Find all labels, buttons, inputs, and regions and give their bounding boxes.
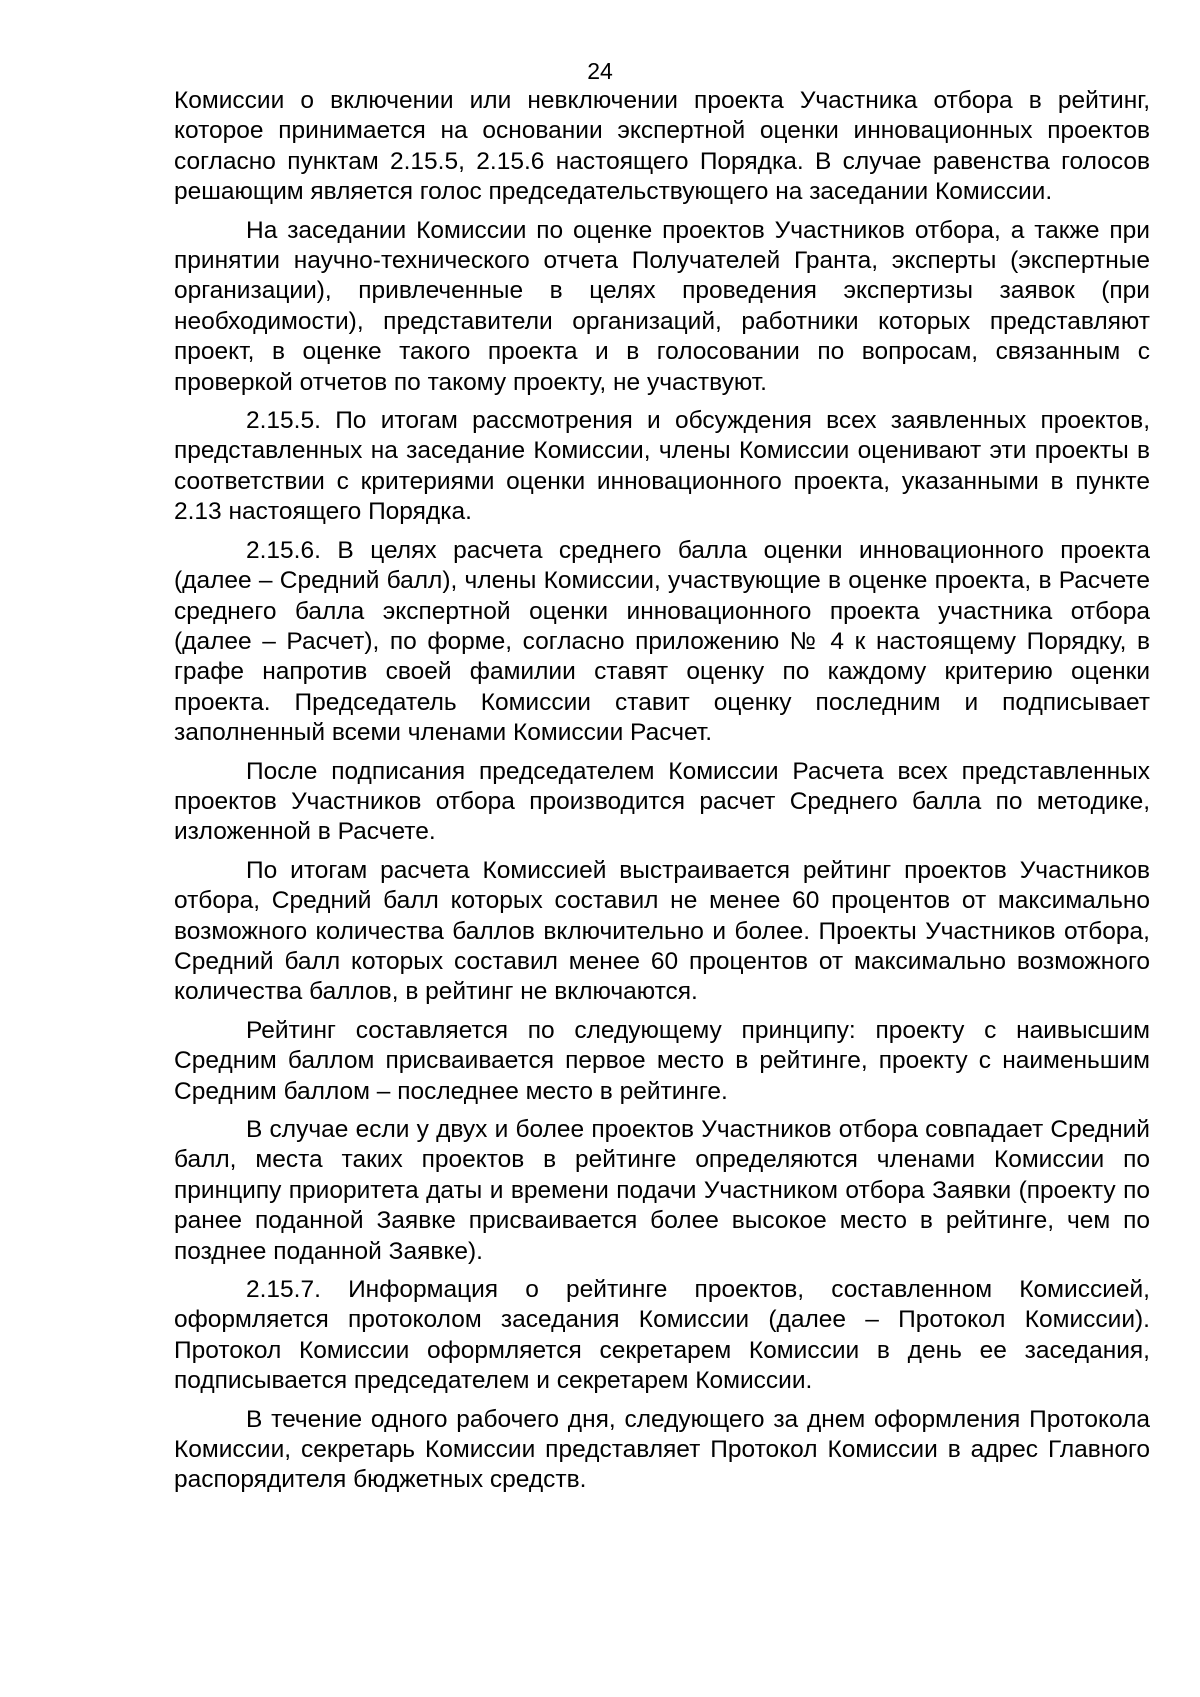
page-number: 24 <box>587 58 613 84</box>
paragraph: После подписания председателем Комиссии Расчета всех представленных проектов Участников отбора производится расчет Среднего балла по методике, изложенной в Расчете. <box>174 757 1150 846</box>
document-body <box>174 86 1150 1504</box>
paragraph: Комиссии о включении или невключении проекта Участника отбора в рейтинг, которое принимается на основании экспертной оценки инновационных проектов согласно пунктам 2.15.5, 2.15.6 настоящего Порядка. В случае равенства голосов решающим является голос председательствующего на заседании Комиссии. <box>174 87 1150 206</box>
paragraph: 2.15.5. По итогам рассмотрения и обсуждения всех заявленных проектов, представленных на заседание Комиссии, члены Комиссии оценивают эти проекты в соответствии с критериями оценки инновационного проекта, указанными в пункте 2.13 настоящего Порядка. <box>174 407 1150 526</box>
paragraph: На заседании Комиссии по оценке проектов Участников отбора, а также при принятии научно-технического отчета Получателей Гранта, эксперты (экспертные организации), привлеченные в целях проведения экспертизы заявок (при необходимости), представители организаций, работники которых представляют проект, в оценке такого проекта и в голосовании по вопросам, связанным с проверкой отчетов по такому проекту, не участвуют. <box>174 216 1150 396</box>
paragraph: Рейтинг составляется по следующему принципу: проекту с наивысшим Средним баллом присваивается первое место в рейтинге, проекту с наименьшим Средним баллом – последнее место в рейтинге. <box>174 1016 1150 1105</box>
paragraph: В случае если у двух и более проектов Участников отбора совпадает Средний балл, места таких проектов в рейтинге определяются членами Комиссии по принципу приоритета даты и времени подачи Участником отбора Заявки (проекту по ранее поданной Заявке присваивается более высокое место в рейтинге, чем по позднее поданной Заявке). <box>174 1116 1150 1265</box>
paragraph: 2.15.6. В целях расчета среднего балла оценки инновационного проекта (далее – Средний балл), члены Комиссии, участвующие в оценке проекта, в Расчете среднего балла экспертной оценки инновационного проекта участника отбора (далее – Расчет), по форме, согласно приложению № 4 к настоящему Порядку, в графе напротив своей фамилии ставят оценку по каждому критерию оценки проекта. Председатель Комиссии ставит оценку последним и подписывает заполненный всеми членами Комиссии Расчет. <box>174 536 1150 747</box>
paragraph: По итогам расчета Комиссией выстраивается рейтинг проектов Участников отбора, Средний балл которых составил не менее 60 процентов от максимально возможного количества баллов включительно и более. Проекты Участников отбора, Средний балл которых составил менее 60 процентов от максимально возможного количества баллов, в рейтинг не включаются. <box>174 856 1150 1006</box>
paragraph: В течение одного рабочего дня, следующего за днем оформления Протокола Комиссии, секретарь Комиссии представляет Протокол Комиссии в адрес Главного распорядителя бюджетных средств. <box>174 1405 1150 1494</box>
paragraph: 2.15.7. Информация о рейтинге проектов, составленном Комиссией, оформляется протоколом заседания Комиссии (далее – Протокол Комиссии). Протокол Комиссии оформляется секретарем Комиссии в день ее заседания, подписывается председателем и секретарем Комиссии. <box>174 1276 1150 1395</box>
